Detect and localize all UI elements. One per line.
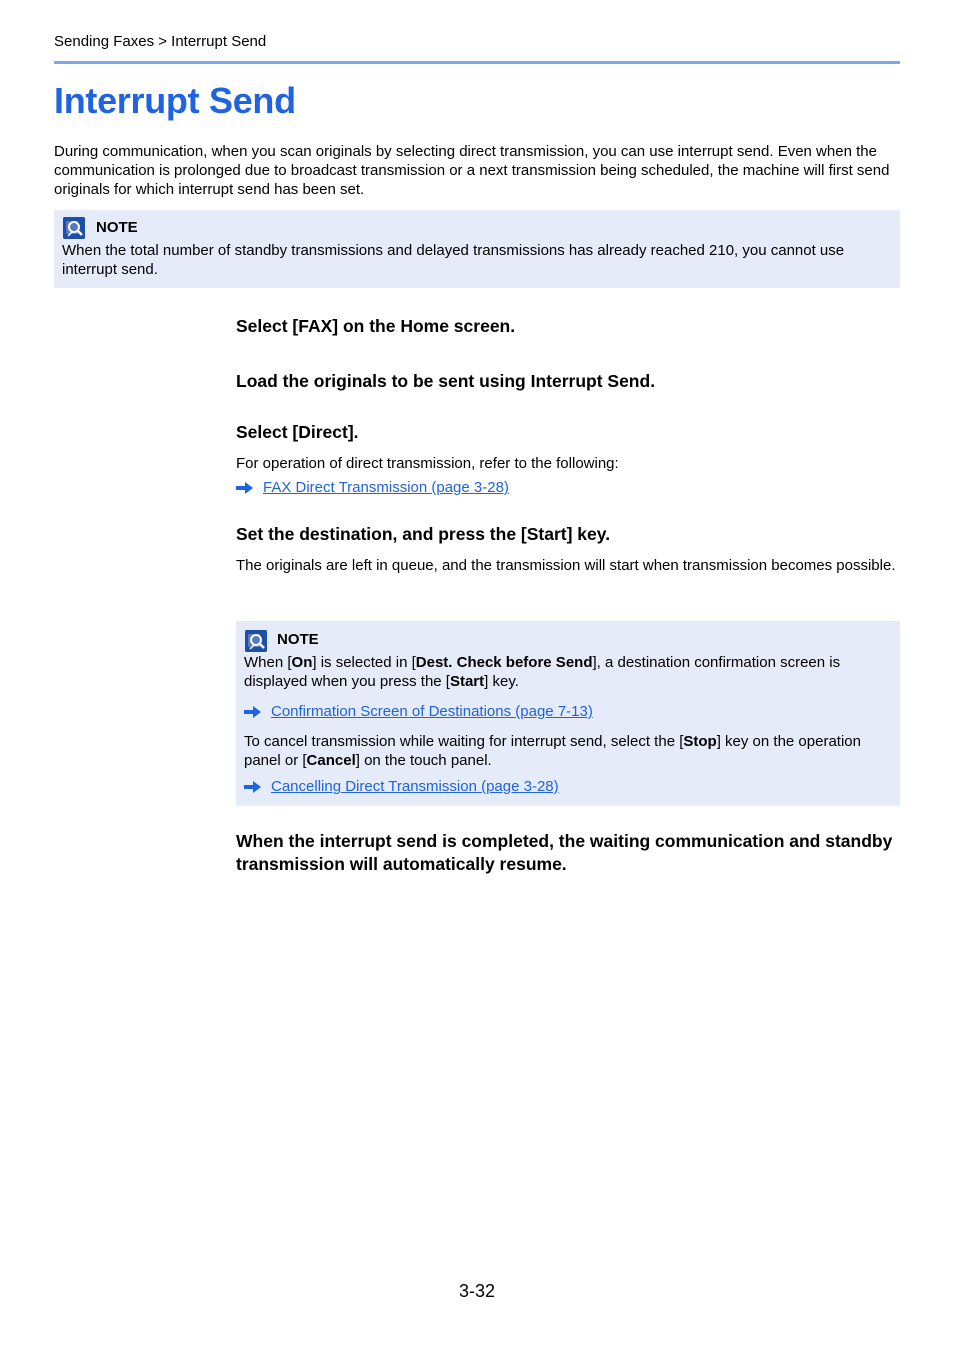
note-link-row-2 <box>244 778 559 795</box>
arrow-right-icon <box>244 780 262 794</box>
note-text: When the total number of standby transmissions and delayed transmissions has already reached 210, you cannot use interrupt send. <box>62 242 845 278</box>
step-1: Select [FAX] on the Home screen. <box>236 316 516 336</box>
step-4: Set the destination, and press the [Start] key. <box>236 524 611 544</box>
fax-direct-transmission-link[interactable]: FAX Direct Transmission (page 3-28) <box>263 479 509 496</box>
page-number: 3-32 <box>458 1281 496 1301</box>
page-title: Interrupt Send <box>54 80 296 121</box>
confirmation-screen-link[interactable]: Confirmation Screen of Destinations (page 7-13) <box>271 703 593 720</box>
header-rule <box>54 61 900 64</box>
note-icon <box>245 630 267 652</box>
arrow-right-icon <box>236 481 254 495</box>
note-label: NOTE <box>96 219 138 236</box>
note-paragraph-1: When [On] is selected in [Dest. Check before Send], a destination confirmation screen is displayed when you press the [Start] key. <box>244 654 841 690</box>
step-4-text: The originals are left in queue, and the transmission will start when transmission becomes possible. <box>236 557 896 574</box>
note-label: NOTE <box>277 631 319 648</box>
note-icon <box>63 217 85 239</box>
step-3-link-row <box>236 479 509 496</box>
note-box-2 <box>236 621 900 806</box>
cancelling-direct-transmission-link[interactable]: Cancelling Direct Transmission (page 3-28) <box>271 778 559 795</box>
intro-paragraph: During communication, when you scan originals by selecting direct transmission, you can use interrupt send. Even when the communication is prolonged due to broadcast transmission or a next transmission being scheduled, the machine will first send originals for which interrupt send has been set. <box>54 143 890 198</box>
arrow-right-icon <box>244 705 262 719</box>
step-5: When the interrupt send is completed, the waiting communication and standby transmission will automatically resume. <box>236 831 893 874</box>
step-2: Load the originals to be sent using Interrupt Send. <box>236 371 656 391</box>
breadcrumb: Sending Faxes > Interrupt Send <box>54 33 267 50</box>
note-paragraph-2: To cancel transmission while waiting for interrupt send, select the [Stop] key on the operation panel or [Cancel] on the touch panel. <box>244 733 861 769</box>
note-link-row-1 <box>244 703 593 720</box>
note-box-1 <box>54 210 900 288</box>
step-3: Select [Direct]. <box>236 422 359 442</box>
step-3-text: For operation of direct transmission, refer to the following: <box>236 455 619 472</box>
